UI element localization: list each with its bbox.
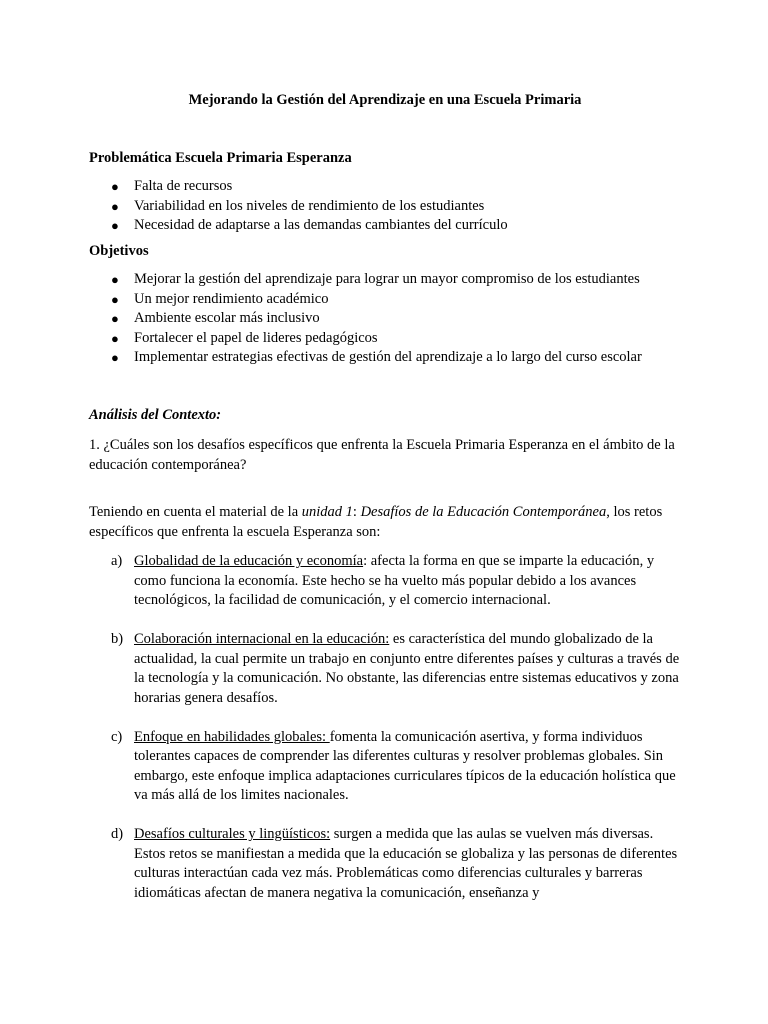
list-item: a) Globalidad de la educación y economía: afecta la forma en que se imparte la educación, y como funciona la economía. Este hecho se ha vuelto más popular debido a los avances tecnológicos, la facilidad de comunicación, y el comercio internacional. <box>111 553 655 608</box>
objectives-list <box>89 270 681 368</box>
document-page <box>89 91 681 923</box>
list-item: b) Colaboración internacional en la educación: es característica del mundo globalizado de la actualidad, la cual permite un trabajo en conjunto entre diferentes países y culturas a través de la tecnología y la comunicación. No obstante, las diferencias entre sistemas educativos y zona horarias genera desafíos. <box>111 631 680 706</box>
bullet-icon: ● <box>111 291 119 307</box>
bullet-icon: ● <box>111 198 119 214</box>
question-text: 1. ¿Cuáles son los desafíos específicos que enfrenta la Escuela Primaria Esperanza en el ámbito de la educación contemporánea? <box>89 437 675 473</box>
bullet-icon: ● <box>111 330 119 346</box>
list-item: ● Variabilidad en los niveles de rendimiento de los estudiantes <box>89 197 681 217</box>
item-term: Desafíos culturales y lingüísticos: <box>134 826 331 842</box>
bullet-icon: ● <box>111 311 119 326</box>
item-term: Enfoque en habilidades globales: <box>134 728 330 745</box>
list-item: ● Implementar estrategias efectivas de gestión del aprendizaje a lo largo del curso escolar <box>89 348 681 368</box>
list-item: ● Falta de recursos <box>89 177 681 197</box>
intro-paragraph: Teniendo en cuenta el material de la unidad 1: Desafíos de la Educación Contemporánea, los retos específicos que enfrenta la escuela Esperanza son: <box>89 504 663 540</box>
problem-heading: Problemática Escuela Primaria Esperanza <box>89 149 352 166</box>
item-term: Globalidad de la educación y economía <box>134 553 364 569</box>
problem-list <box>89 177 681 236</box>
item-term: Colaboración internacional en la educación: <box>134 631 390 647</box>
unit-title: Desafíos de la Educación Contemporánea <box>360 504 607 520</box>
challenges-list <box>89 552 681 903</box>
list-item: ● Necesidad de adaptarse a las demandas cambiantes del currículo <box>89 216 681 236</box>
bullet-icon: ● <box>111 179 119 194</box>
list-item: ● Un mejor rendimiento académico <box>89 290 681 310</box>
bullet-icon: ● <box>111 218 119 233</box>
list-item: ● Ambiente escolar más inclusivo <box>89 309 681 329</box>
list-item: c) Enfoque en habilidades globales: fomenta la comunicación asertiva, y forma individuos tolerantes capaces de comprender las diferentes culturas y resolver problemas globales. Sin embargo, este enfoque implica adaptaciones curriculares típicos de la educación holística que va más allá de los limites nacionales. <box>111 728 676 803</box>
bullet-icon: ● <box>111 272 119 287</box>
list-item: ● Fortalecer el papel de lideres pedagógicos <box>89 329 681 349</box>
unit-label: unidad 1 <box>301 504 353 520</box>
analysis-heading: Análisis del Contexto: <box>89 406 222 423</box>
list-item: d) Desafíos culturales y lingüísticos: surgen a medida que las aulas se vuelven más diversas. Estos retos se manifiestan a medida que la educación se globaliza y las personas de diferentes culturas interactúan cada vez más. Problemáticas como diferencias culturales y barreras idiomáticas afectan de manera negativa la comunicación, enseñanza y <box>111 826 678 901</box>
list-item: ● Mejorar la gestión del aprendizaje para lograr un mayor compromiso de los estudiantes <box>89 270 681 290</box>
bullet-icon: ● <box>111 350 119 365</box>
objectives-heading: Objetivos <box>89 242 149 259</box>
document-title: Mejorando la Gestión del Aprendizaje en una Escuela Primaria <box>188 92 582 108</box>
